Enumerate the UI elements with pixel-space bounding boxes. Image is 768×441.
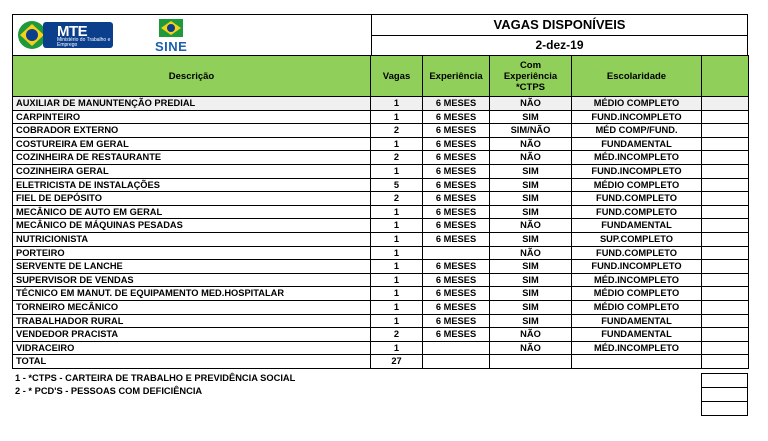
cell-descricao: SUPERVISOR DE VENDAS: [13, 273, 371, 287]
cell-blank: [702, 273, 749, 287]
cell-vagas: 1: [371, 260, 423, 274]
table-row: [13, 300, 749, 314]
col-header-ctps: Com Experiência *CTPS: [490, 56, 572, 97]
cell-escolaridade: FUNDAMENTAL: [572, 219, 702, 233]
empty-cell: [701, 373, 748, 388]
col-header-escolaridade: Escolaridade: [572, 56, 702, 97]
cell-blank: [702, 124, 749, 138]
table-body: [13, 97, 749, 355]
cell-blank: [702, 287, 749, 301]
cell-blank: [702, 232, 749, 246]
cell-ctps: NÃO: [490, 246, 572, 260]
cell-experiencia: 6 MESES: [423, 328, 490, 342]
cell-escolaridade: MÉD.INCOMPLETO: [572, 341, 702, 355]
cell-descricao: FIEL DE DEPÓSITO: [13, 192, 371, 206]
total-empty-cell: [490, 355, 572, 369]
total-value: 27: [371, 355, 423, 369]
col-header-blank: [702, 56, 749, 97]
cell-descricao: CARPINTEIRO: [13, 110, 371, 124]
cell-escolaridade: FUND.INCOMPLETO: [572, 110, 702, 124]
cell-descricao: NUTRICIONISTA: [13, 232, 371, 246]
cell-ctps: SIM/NÃO: [490, 124, 572, 138]
cell-vagas: 1: [371, 287, 423, 301]
cell-blank: [702, 260, 749, 274]
total-empty-cell: [572, 355, 702, 369]
cell-escolaridade: MÉDIO COMPLETO: [572, 97, 702, 111]
table-row: [13, 151, 749, 165]
cell-experiencia: 6 MESES: [423, 164, 490, 178]
cell-blank: [702, 178, 749, 192]
cell-descricao: TORNEIRO MECÂNICO: [13, 300, 371, 314]
cell-blank: [702, 110, 749, 124]
cell-experiencia: 6 MESES: [423, 110, 490, 124]
table-row: [13, 232, 749, 246]
cell-ctps: NÃO: [490, 328, 572, 342]
table-row: [13, 110, 749, 124]
cell-vagas: 1: [371, 300, 423, 314]
vacancy-sheet: [12, 14, 748, 399]
table-row: [13, 287, 749, 301]
cell-experiencia: 6 MESES: [423, 232, 490, 246]
cell-escolaridade: MÉDIO COMPLETO: [572, 300, 702, 314]
cell-escolaridade: SUP.COMPLETO: [572, 232, 702, 246]
total-row: [13, 355, 749, 369]
cell-escolaridade: FUNDAMENTAL: [572, 328, 702, 342]
sine-name: SINE: [155, 39, 188, 54]
cell-blank: [702, 246, 749, 260]
mte-logo: [17, 19, 115, 51]
cell-vagas: 1: [371, 232, 423, 246]
cell-ctps: SIM: [490, 314, 572, 328]
table-header-row: [13, 56, 749, 97]
empty-cell: [701, 402, 748, 416]
cell-blank: [702, 192, 749, 206]
cell-vagas: 1: [371, 164, 423, 178]
cell-blank: [702, 151, 749, 165]
table-row: [13, 97, 749, 111]
mte-badge: [43, 22, 113, 48]
cell-blank: [702, 300, 749, 314]
cell-ctps: SIM: [490, 164, 572, 178]
cell-ctps: SIM: [490, 273, 572, 287]
table-row: [13, 124, 749, 138]
cell-ctps: SIM: [490, 192, 572, 206]
cell-ctps: SIM: [490, 287, 572, 301]
footnote-ctps: 1 - *CTPS - CARTEIRA DE TRABALHO E PREVIDÊNCIA SOCIAL: [15, 372, 296, 383]
cell-descricao: ELETRICISTA DE INSTALAÇÕES: [13, 178, 371, 192]
cell-ctps: NÃO: [490, 151, 572, 165]
total-empty-cell: [702, 355, 749, 369]
table-row: [13, 192, 749, 206]
cell-experiencia: 6 MESES: [423, 137, 490, 151]
table-row: [13, 273, 749, 287]
table-row: [13, 205, 749, 219]
cell-escolaridade: MÉDIO COMPLETO: [572, 287, 702, 301]
cell-experiencia: 6 MESES: [423, 178, 490, 192]
cell-descricao: TÉCNICO EM MANUT. DE EQUIPAMENTO MED.HOSPITALAR: [13, 287, 371, 301]
sine-logo: [149, 17, 193, 53]
cell-escolaridade: FUND.COMPLETO: [572, 205, 702, 219]
page-title: VAGAS DISPONÍVEIS: [372, 15, 747, 36]
table-row: [13, 260, 749, 274]
cell-ctps: SIM: [490, 300, 572, 314]
cell-blank: [702, 137, 749, 151]
cell-ctps: SIM: [490, 178, 572, 192]
cell-escolaridade: FUNDAMENTAL: [572, 314, 702, 328]
cell-ctps: NÃO: [490, 137, 572, 151]
cell-vagas: 1: [371, 205, 423, 219]
cell-descricao: COZINHEIRA DE RESTAURANTE: [13, 151, 371, 165]
cell-descricao: COBRADOR EXTERNO: [13, 124, 371, 138]
cell-experiencia: 6 MESES: [423, 97, 490, 111]
cell-experiencia: 6 MESES: [423, 205, 490, 219]
cell-escolaridade: FUND.COMPLETO: [572, 192, 702, 206]
cell-descricao: MECÂNICO DE MÁQUINAS PESADAS: [13, 219, 371, 233]
cell-escolaridade: MÉDIO COMPLETO: [572, 178, 702, 192]
footnotes: [12, 372, 748, 399]
cell-vagas: 1: [371, 341, 423, 355]
table-row: [13, 314, 749, 328]
cell-vagas: 1: [371, 273, 423, 287]
cell-blank: [702, 97, 749, 111]
cell-vagas: 2: [371, 151, 423, 165]
col-header-descricao: Descrição: [13, 56, 371, 97]
page-date: 2-dez-19: [535, 38, 584, 53]
cell-ctps: NÃO: [490, 97, 572, 111]
table-row: [13, 137, 749, 151]
footnote-pcd: 2 - * PCD'S - PESSOAS COM DEFICIÊNCIA: [15, 386, 203, 397]
mte-name: MTE: [57, 23, 88, 40]
total-label: TOTAL: [13, 355, 371, 369]
cell-descricao: SERVENTE DE LANCHE: [13, 260, 371, 274]
cell-blank: [702, 314, 749, 328]
cell-escolaridade: MÉD.INCOMPLETO: [572, 151, 702, 165]
cell-descricao: COZINHEIRA GERAL: [13, 164, 371, 178]
cell-experiencia: [423, 246, 490, 260]
cell-vagas: 2: [371, 328, 423, 342]
empty-cells-column: [701, 373, 748, 416]
cell-ctps: NÃO: [490, 219, 572, 233]
vacancy-table: [12, 55, 749, 369]
cell-experiencia: 6 MESES: [423, 300, 490, 314]
empty-cell: [701, 388, 748, 402]
cell-blank: [702, 205, 749, 219]
title-area: [372, 15, 747, 55]
cell-vagas: 1: [371, 314, 423, 328]
table-row: [13, 219, 749, 233]
sine-flag-icon: [157, 17, 187, 41]
cell-experiencia: 6 MESES: [423, 287, 490, 301]
cell-vagas: 1: [371, 219, 423, 233]
cell-descricao: VIDRACEIRO: [13, 341, 371, 355]
col-header-experiencia: Experiência: [423, 56, 490, 97]
cell-experiencia: 6 MESES: [423, 219, 490, 233]
cell-descricao: AUXILIAR DE MANUNTENÇÃO PREDIAL: [13, 97, 371, 111]
cell-vagas: 2: [371, 124, 423, 138]
cell-experiencia: 6 MESES: [423, 260, 490, 274]
logo-area: [13, 15, 372, 55]
cell-experiencia: 6 MESES: [423, 124, 490, 138]
cell-escolaridade: FUND.COMPLETO: [572, 246, 702, 260]
table-row: [13, 341, 749, 355]
cell-ctps: SIM: [490, 260, 572, 274]
cell-escolaridade: FUND.INCOMPLETO: [572, 260, 702, 274]
cell-vagas: 1: [371, 97, 423, 111]
cell-experiencia: 6 MESES: [423, 314, 490, 328]
cell-escolaridade: FUND.INCOMPLETO: [572, 164, 702, 178]
cell-ctps: SIM: [490, 110, 572, 124]
mte-subtitle: Ministério do Trabalho e Emprego: [57, 37, 111, 48]
cell-escolaridade: MÉD.INCOMPLETO: [572, 273, 702, 287]
cell-experiencia: [423, 341, 490, 355]
cell-descricao: TRABALHADOR RURAL: [13, 314, 371, 328]
cell-blank: [702, 164, 749, 178]
cell-vagas: 2: [371, 192, 423, 206]
cell-blank: [702, 219, 749, 233]
cell-descricao: MECÂNICO DE AUTO EM GERAL: [13, 205, 371, 219]
cell-vagas: 1: [371, 246, 423, 260]
cell-experiencia: 6 MESES: [423, 151, 490, 165]
col-header-vagas: Vagas: [371, 56, 423, 97]
table-row: [13, 246, 749, 260]
cell-vagas: 5: [371, 178, 423, 192]
cell-descricao: COSTUREIRA EM GERAL: [13, 137, 371, 151]
cell-escolaridade: MÉD COMP/FUND.: [572, 124, 702, 138]
cell-blank: [702, 328, 749, 342]
total-empty-cell: [423, 355, 490, 369]
table-row: [13, 328, 749, 342]
cell-descricao: PORTEIRO: [13, 246, 371, 260]
sheet-header: [12, 14, 748, 55]
table-row: [13, 164, 749, 178]
cell-vagas: 1: [371, 137, 423, 151]
cell-ctps: NÃO: [490, 341, 572, 355]
cell-blank: [702, 341, 749, 355]
cell-experiencia: 6 MESES: [423, 192, 490, 206]
cell-ctps: SIM: [490, 232, 572, 246]
cell-experiencia: 6 MESES: [423, 273, 490, 287]
cell-descricao: VENDEDOR PRACISTA: [13, 328, 371, 342]
cell-ctps: SIM: [490, 205, 572, 219]
cell-vagas: 1: [371, 110, 423, 124]
table-row: [13, 178, 749, 192]
cell-escolaridade: FUNDAMENTAL: [572, 137, 702, 151]
